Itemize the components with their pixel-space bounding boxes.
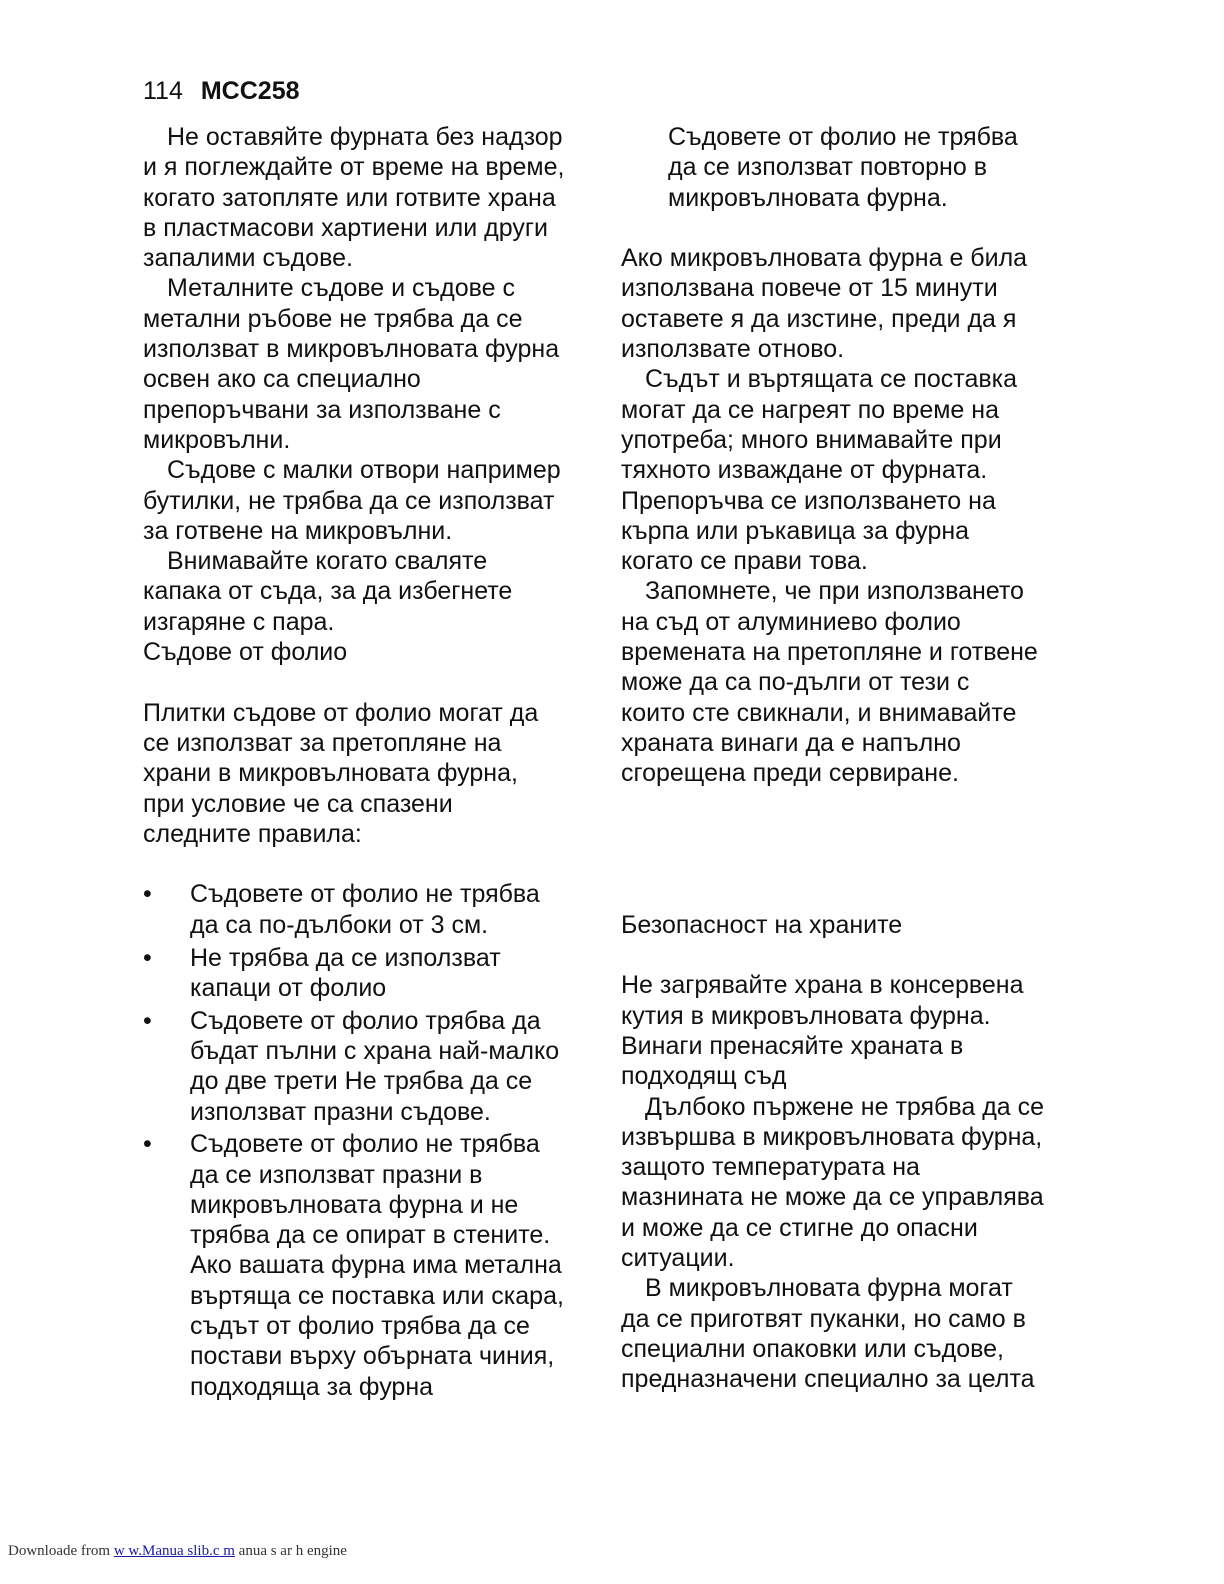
foil-section-heading: Съдове от фолио [143,638,348,667]
food-safety-heading: Безопасност на храните [621,910,903,939]
spacer [621,879,1091,909]
paragraph-popcorn: В микровълновата фурна могат да се приготвят пуканки, но само в специални опаковки или съдове, предназначени специално за целта [621,1274,1035,1394]
list-item-text: Съдовете от фолио трябва да бъдат пълни с храна най-малко до две трети Не трябва да се използват празни съдове. [190,1006,560,1126]
foil-rules-list [143,879,613,1402]
page-number: 114 [143,77,183,105]
download-footer [8,1541,347,1561]
page-header [143,76,300,106]
bullet: • [143,1130,152,1159]
paragraph-foil-intro: Плитки съдове от фолио могат да се използват за претопляне на храни в микровълновата фурна, при условие че са спазени следните правила: [143,698,539,848]
paragraph-metal-dishes: Металните съдове и съдове с метални ръбове не трябва да се използват в микровълновата фурна освен ако са специално препоръчвани за използване с микровълни. [143,274,560,454]
bullet: • [143,1006,152,1035]
paragraph-lid-caution: Внимавайте когато сваляте капака от съда, за да избегнете изгаряне с пара. [143,547,513,636]
list-item [143,1006,613,1127]
spacer [143,849,613,879]
paragraph-foil-times: Запомнете, че при използването на съд от алуминиево фолио времената на претопляне и готвене може да са по-дълги от тези с които сте свикнали, и внимавайте храната винаги да е напълно сгорещена преди сервиране. [621,577,1038,788]
paragraph-foil-reuse: Съдовете от фолио не трябва да се използват повторно в микровълновата фурна. [668,123,1018,212]
paragraph-deep-frying: Дълбоко пържене не трябва да се извършва в микровълновата фурна, защото температурата на мазнината не може да се управлява и може да се стигне до опасни ситуации. [621,1092,1045,1272]
spacer [621,849,1091,879]
right-column [621,122,1091,1394]
footer-prefix: Downloade from [8,1543,114,1559]
spacer [621,213,1091,243]
model-name: MCC258 [200,77,300,105]
list-item-text: Не трябва да се използват капаци от фолио [190,943,501,1002]
footer-link[interactable]: w w.Manua slib.c m [113,1543,235,1559]
bullet: • [143,880,152,909]
list-item-text: Съдовете от фолио не трябва да се използват празни в микровълновата фурна и не трябва да се опират в стените. Ако вашата фурна има метална въртяща се поставка или скара, съдът от фолио трябва да се постави върху обърната чиния, подходяща за фурна [190,1130,564,1401]
paragraph-small-openings: Съдове с малки отвори например бутилки, не трябва да се използват за готвене на микровълни. [143,456,561,545]
spacer [621,819,1091,849]
paragraph-hot-plate: Съдът и въртящата се поставка могат да се нагреят по време на употреба; много внимавайте при тяхното изваждане от фурната. Препоръчва се използването на кърпа или ръкавица за фурна когато се прави това. [621,365,1018,576]
list-item [143,1129,613,1402]
footer-suffix: anua s ar h engine [234,1543,347,1559]
list-item [143,879,613,940]
list-item [143,943,613,1004]
paragraph-supervision: Не оставяйте фурната без надзор и я поглеждайте от време на време, когато затопляте или готвите храна в пластмасови хартиени или други запалими съдове. [143,123,565,273]
left-column [143,122,613,1404]
spacer [621,940,1091,970]
spacer [621,789,1091,819]
paragraph-canned-food: Не загрявайте храна в консервена кутия в микровълновата фурна. Винаги пренасяйте храната в подходящ съд [621,971,1024,1091]
bullet: • [143,943,152,972]
spacer [143,667,613,697]
list-item-text: Съдовете от фолио не трябва да са по-дълбоки от 3 см. [190,880,540,939]
paragraph-cooldown: Ако микровълновата фурна е била използвана повече от 15 минути оставете я да изстине, преди да я използвате отново. [621,244,1028,364]
